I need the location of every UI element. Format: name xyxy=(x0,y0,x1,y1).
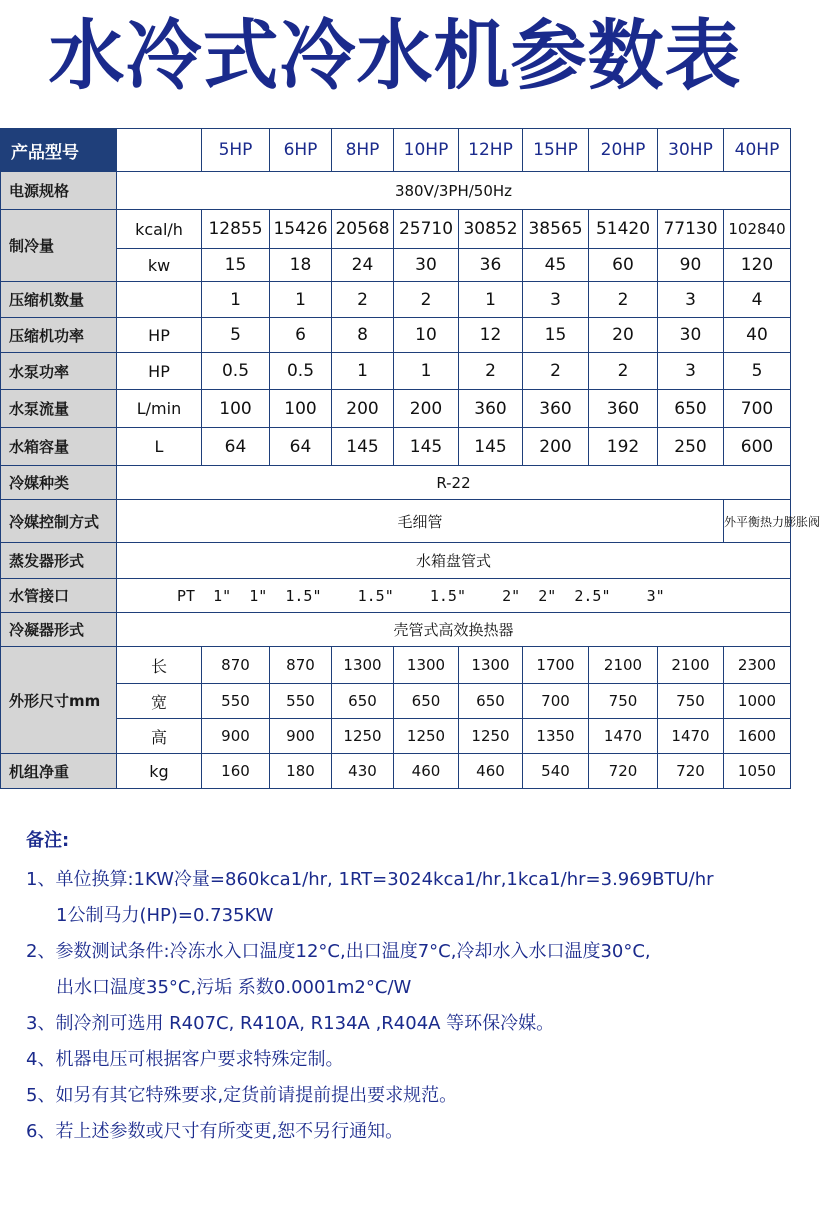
value-cell: 6 xyxy=(270,318,332,353)
value-cell: 2 xyxy=(589,353,658,390)
unit-cell xyxy=(117,282,202,318)
row-label: 制冷量 xyxy=(1,210,117,282)
value-cell: 12 xyxy=(459,318,523,353)
value-cell: 100 xyxy=(270,390,332,428)
value-cell: 900 xyxy=(202,719,270,754)
value-cell: 1250 xyxy=(394,719,459,754)
note-item: 1公制马力(HP)=0.735KW xyxy=(56,905,274,926)
value-cell: 900 xyxy=(270,719,332,754)
value-cell: 2 xyxy=(589,282,658,318)
model-cell: 6HP xyxy=(270,129,332,172)
row-label: 水管接口 xyxy=(1,579,117,613)
refrigerant-control-value: 毛细管 xyxy=(117,500,724,543)
value-cell: 1 xyxy=(332,353,394,390)
row-label: 水箱容量 xyxy=(1,428,117,466)
value-cell: 3 xyxy=(523,282,589,318)
compressor-count-row xyxy=(1,282,791,318)
value-cell: 1 xyxy=(270,282,332,318)
dimension-length-row xyxy=(1,647,791,684)
value-cell: 1 xyxy=(459,282,523,318)
unit-cell: HP xyxy=(117,318,202,353)
value-cell: 200 xyxy=(394,390,459,428)
value-cell: 15 xyxy=(523,318,589,353)
value-cell: 540 xyxy=(523,754,589,789)
row-label: 机组净重 xyxy=(1,754,117,789)
unit-cell: 长 xyxy=(117,647,202,684)
evaporator-value: 水箱盘管式 xyxy=(117,543,791,579)
value-cell: 145 xyxy=(332,428,394,466)
dimension-height-row xyxy=(1,719,791,754)
value-cell: 2 xyxy=(394,282,459,318)
value-cell: 15426 xyxy=(270,210,332,249)
value-cell: 750 xyxy=(589,684,658,719)
note-item: 出水口温度35°C,污垢 系数0.0001m2°C/W xyxy=(56,977,412,998)
value-cell: 200 xyxy=(332,390,394,428)
value-cell: 650 xyxy=(394,684,459,719)
value-cell: 64 xyxy=(270,428,332,466)
value-cell: 1350 xyxy=(523,719,589,754)
value-cell: 20568 xyxy=(332,210,394,249)
value-cell: 650 xyxy=(332,684,394,719)
value-cell: 8 xyxy=(332,318,394,353)
value-cell: 1000 xyxy=(724,684,791,719)
value-cell: 30852 xyxy=(459,210,523,249)
unit-cell: L/min xyxy=(117,390,202,428)
value-cell: 60 xyxy=(589,249,658,282)
value-cell: 2 xyxy=(332,282,394,318)
value-cell: 700 xyxy=(523,684,589,719)
value-cell: 1250 xyxy=(332,719,394,754)
pipe-connection-row xyxy=(1,579,791,613)
value-cell: 870 xyxy=(202,647,270,684)
model-cell: 8HP xyxy=(332,129,394,172)
cooling-kw-row xyxy=(1,249,791,282)
value-cell: 1 xyxy=(394,353,459,390)
value-cell: 2100 xyxy=(589,647,658,684)
value-cell: 36 xyxy=(459,249,523,282)
condenser-row xyxy=(1,613,791,647)
value-cell: 100 xyxy=(202,390,270,428)
value-cell: 1 xyxy=(202,282,270,318)
value-cell: 650 xyxy=(658,390,724,428)
note-item: 5、如另有其它特殊要求,定货前请提前提出要求规范。 xyxy=(26,1085,458,1106)
note-item: 3、制冷剂可选用 R407C, R410A, R134A ,R404A 等环保冷媒。 xyxy=(26,1013,555,1034)
compressor-power-row xyxy=(1,318,791,353)
value-cell: 24 xyxy=(332,249,394,282)
value-cell: 45 xyxy=(523,249,589,282)
value-cell: 2100 xyxy=(658,647,724,684)
value-cell: 1470 xyxy=(589,719,658,754)
value-cell: 250 xyxy=(658,428,724,466)
row-label: 水泵流量 xyxy=(1,390,117,428)
pump-flow-row xyxy=(1,390,791,428)
note-item: 2、参数测试条件:冷冻水入口温度12°C,出口温度7°C,冷却水入水口温度30°C, xyxy=(26,941,651,962)
value-cell: 460 xyxy=(394,754,459,789)
value-cell: 38565 xyxy=(523,210,589,249)
unit-cell: 宽 xyxy=(117,684,202,719)
refrigerant-control-row xyxy=(1,500,791,543)
value-cell: 77130 xyxy=(658,210,724,249)
value-cell: 650 xyxy=(459,684,523,719)
value-cell: 1600 xyxy=(724,719,791,754)
value-cell: 102840 xyxy=(724,210,791,249)
unit-cell: kg xyxy=(117,754,202,789)
row-label: 外形尺寸mm xyxy=(1,647,117,754)
value-cell: 120 xyxy=(724,249,791,282)
notes-title: 备注: xyxy=(26,830,70,851)
value-cell: 1300 xyxy=(459,647,523,684)
value-cell: 0.5 xyxy=(270,353,332,390)
row-label: 冷媒控制方式 xyxy=(1,500,117,543)
note-item: 1、单位换算:1KW冷量=860kca1/hr, 1RT=3024kca1/hr,1kca1/hr=3.969BTU/hr xyxy=(26,869,714,890)
value-cell: 40 xyxy=(724,318,791,353)
row-label: 水泵功率 xyxy=(1,353,117,390)
refrigerant-row xyxy=(1,466,791,500)
value-cell: 30 xyxy=(394,249,459,282)
value-cell: 2 xyxy=(523,353,589,390)
row-label: 冷凝器形式 xyxy=(1,613,117,647)
model-cell: 12HP xyxy=(459,129,523,172)
value-cell: 145 xyxy=(459,428,523,466)
unit-cell: 高 xyxy=(117,719,202,754)
value-cell: 430 xyxy=(332,754,394,789)
row-label: 电源规格 xyxy=(1,172,117,210)
value-cell: 550 xyxy=(202,684,270,719)
unit-cell: kw xyxy=(117,249,202,282)
value-cell: 192 xyxy=(589,428,658,466)
evaporator-row xyxy=(1,543,791,579)
unit-cell: HP xyxy=(117,353,202,390)
value-cell: 5 xyxy=(724,353,791,390)
dimension-width-row xyxy=(1,684,791,719)
header-label: 产品型号 xyxy=(1,129,117,172)
value-cell: 0.5 xyxy=(202,353,270,390)
value-cell: 15 xyxy=(202,249,270,282)
value-cell: 1700 xyxy=(523,647,589,684)
value-cell: 4 xyxy=(724,282,791,318)
value-cell: 460 xyxy=(459,754,523,789)
value-cell: 2 xyxy=(459,353,523,390)
refrigerant-control-40hp: 外平衡热力膨胀阀 xyxy=(724,500,791,543)
row-label: 压缩机数量 xyxy=(1,282,117,318)
tank-capacity-row xyxy=(1,428,791,466)
model-row xyxy=(1,129,791,172)
row-label: 冷媒种类 xyxy=(1,466,117,500)
value-cell: 10 xyxy=(394,318,459,353)
notes-section xyxy=(26,828,786,1150)
row-label: 蒸发器形式 xyxy=(1,543,117,579)
unit-cell: kcal/h xyxy=(117,210,202,249)
power-supply-row xyxy=(1,172,791,210)
value-cell: 64 xyxy=(202,428,270,466)
refrigerant-value: R-22 xyxy=(117,466,791,500)
value-cell: 750 xyxy=(658,684,724,719)
model-cell: 40HP xyxy=(724,129,791,172)
power-supply-value: 380V/3PH/50Hz xyxy=(117,172,791,210)
pipe-connection-value: PT 1" 1" 1.5" 1.5" 1.5" 2" 2" 2.5" 3" xyxy=(117,579,791,613)
value-cell: 12855 xyxy=(202,210,270,249)
value-cell: 200 xyxy=(523,428,589,466)
value-cell: 145 xyxy=(394,428,459,466)
value-cell: 720 xyxy=(589,754,658,789)
spec-table xyxy=(0,128,820,789)
value-cell: 360 xyxy=(459,390,523,428)
net-weight-row xyxy=(1,754,791,789)
value-cell: 360 xyxy=(589,390,658,428)
value-cell: 2300 xyxy=(724,647,791,684)
model-cell: 30HP xyxy=(658,129,724,172)
condenser-value: 壳管式高效换热器 xyxy=(117,613,791,647)
model-cell: 5HP xyxy=(202,129,270,172)
header-unit-cell xyxy=(117,129,202,172)
value-cell: 1300 xyxy=(332,647,394,684)
value-cell: 550 xyxy=(270,684,332,719)
value-cell: 25710 xyxy=(394,210,459,249)
unit-cell: L xyxy=(117,428,202,466)
pump-power-row xyxy=(1,353,791,390)
value-cell: 160 xyxy=(202,754,270,789)
page-title: 水冷式冷水机参数表 xyxy=(48,11,742,100)
value-cell: 600 xyxy=(724,428,791,466)
value-cell: 30 xyxy=(658,318,724,353)
row-label: 压缩机功率 xyxy=(1,318,117,353)
value-cell: 870 xyxy=(270,647,332,684)
value-cell: 360 xyxy=(523,390,589,428)
cooling-kcal-row xyxy=(1,210,791,249)
value-cell: 1470 xyxy=(658,719,724,754)
value-cell: 720 xyxy=(658,754,724,789)
value-cell: 90 xyxy=(658,249,724,282)
model-cell: 15HP xyxy=(523,129,589,172)
value-cell: 18 xyxy=(270,249,332,282)
spec-table-body xyxy=(1,129,820,789)
value-cell: 1250 xyxy=(459,719,523,754)
value-cell: 3 xyxy=(658,282,724,318)
value-cell: 1050 xyxy=(724,754,791,789)
model-cell: 20HP xyxy=(589,129,658,172)
note-item: 4、机器电压可根据客户要求特殊定制。 xyxy=(26,1049,344,1070)
note-item: 6、若上述参数或尺寸有所变更,恕不另行通知。 xyxy=(26,1121,404,1142)
value-cell: 20 xyxy=(589,318,658,353)
value-cell: 1300 xyxy=(394,647,459,684)
value-cell: 180 xyxy=(270,754,332,789)
value-cell: 700 xyxy=(724,390,791,428)
value-cell: 3 xyxy=(658,353,724,390)
value-cell: 5 xyxy=(202,318,270,353)
model-cell: 10HP xyxy=(394,129,459,172)
value-cell: 51420 xyxy=(589,210,658,249)
